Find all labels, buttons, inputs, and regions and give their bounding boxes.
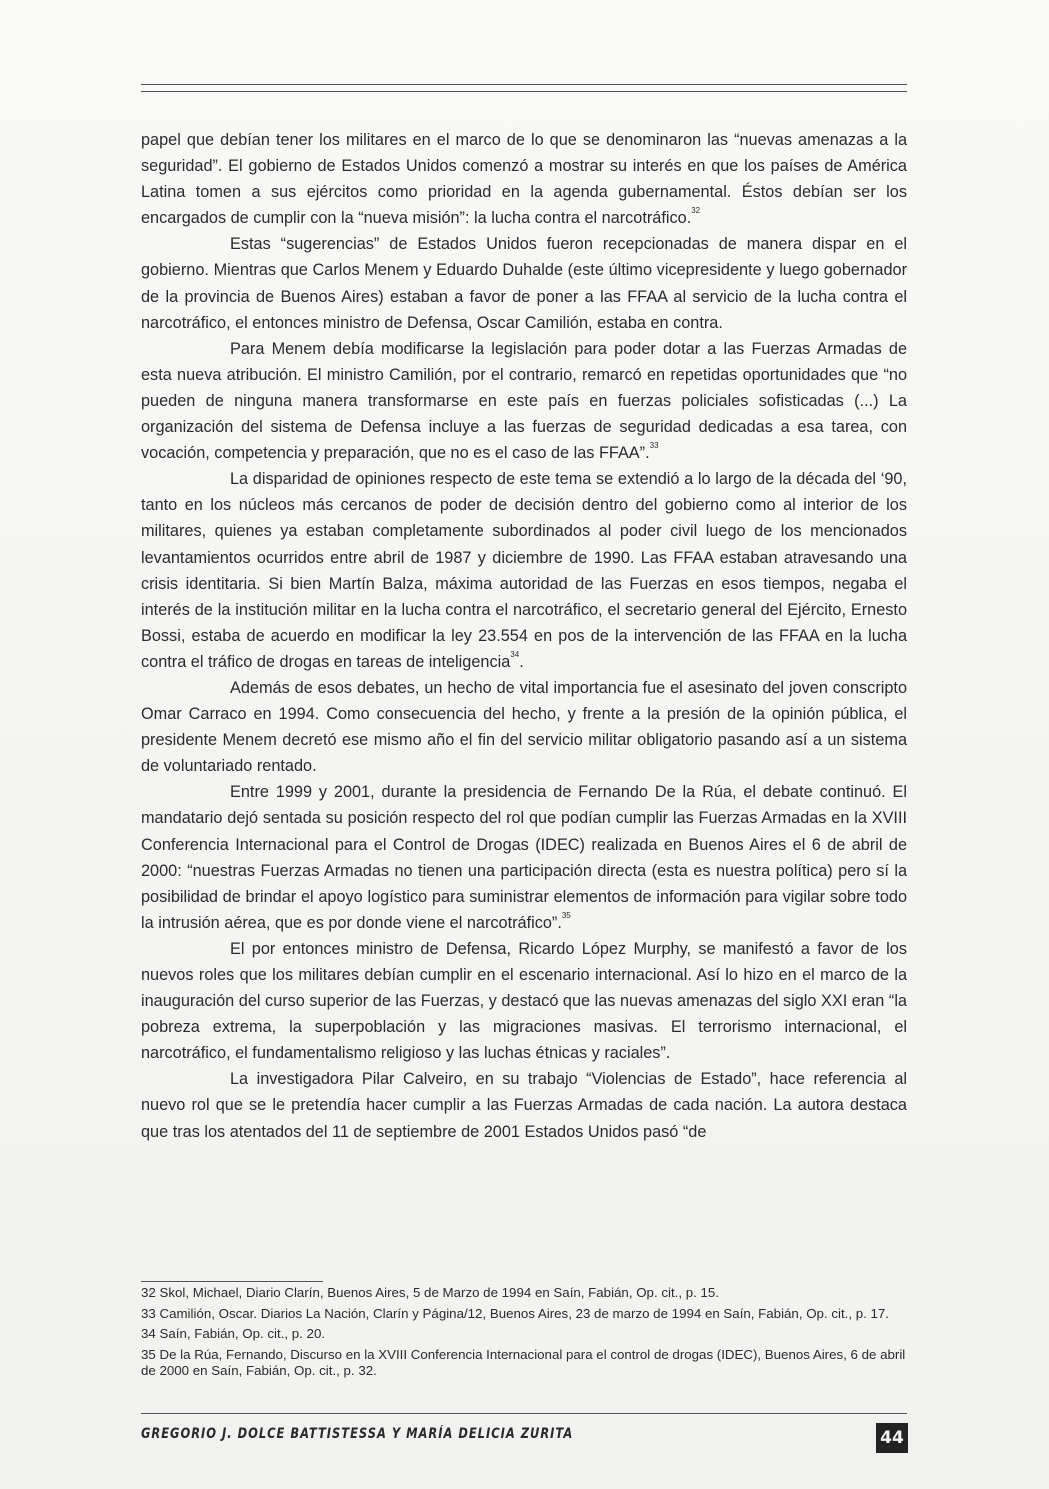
paragraph: La investigadora Pilar Calveiro, en su trabajo “Violencias de Estado”, hace referencia al nuevo rol que se le pretendía hacer cumplir a las Fuerzas Armadas de cada nación. La autora destaca que tras los atentados del 11 de septiembre de 2001 Estados Unidos pasó “de — [141, 1070, 907, 1141]
paragraph: papel que debían tener los militares en el marco de lo que se denominaron las “nuevas amenazas a la seguridad”. El gobierno de Estados Unidos comenzó a mostrar su interés en que los países de América Latina tomen a sus ejércitos como prioridad en la agenda gubernamental. Éstos debían ser los encargados de cumplir con la “nueva misión”: la lucha contra el narcotráfico.$^{32}$ — [141, 131, 907, 228]
paragraph: La disparidad de opiniones respecto de este tema se extendió a lo largo de la década del ‘90, tanto en los núcleos más cercanos de poder de decisión dentro del gobierno como al interior de los militares, quienes ya estaban completamente subordinados al poder civil luego de los mencionados levantamientos ocurridos entre abril de 1987 y diciembre de 1990. Las FFAA estaban atravesando una crisis identitaria. Si bien Martín Balza, máxima autoridad de las Fuerzas en esos tiempos, negaba el interés de la institución militar en la lucha contra el narcotráfico, el secretario general del Ejército, Ernesto Bossi, estaba de acuerdo en modificar la ley 23.554 en pos de la intervención de las FFAA en la lucha contra el tráfico de drogas en tareas de inteligencia$^{34}$. — [141, 470, 907, 671]
footer-authors: GREGORIO J. DOLCE BATTISTESSA Y MARÍA DELICIA ZURITA — [141, 1426, 574, 1442]
page-number: 44 — [876, 1423, 908, 1453]
paragraph: Además de esos debates, un hecho de vital importancia fue el asesinato del joven conscripto Omar Carraco en 1994. Como consecuencia del hecho, y frente a la presión de la opinión pública, el presidente Menem decretó ese mismo año el fin del servicio militar obligatorio pasando así a un sistema de voluntariado rentado. — [141, 678, 907, 776]
footnote: 35 De la Rúa, Fernando, Discurso en la XVIII Conferencia Internacional para el control de drogas (IDEC), Buenos Aires, 6 de abril de 2000 en Saín, Fabián, Op. cit., p. 32. — [141, 1346, 906, 1379]
footnote-separator — [141, 1281, 323, 1282]
paragraph: El por entonces ministro de Defensa, Ricardo López Murphy, se manifestó a favor de los nuevos roles que los militares debían cumplir en el escenario internacional. Así lo hizo en el marco de la inauguración del curso superior de las Fuerzas, y destacó que las nuevas amenazas del siglo XXI eran “la pobreza extrema, la superpoblación y las migraciones masivas. El terrorismo internacional, el narcotráfico, el fundamentalismo religioso y las luchas étnicas y raciales”. — [141, 939, 907, 1063]
footnote-ref[interactable]: 32 — [691, 206, 701, 216]
footnote: 34 Saín, Fabián, Op. cit., p. 20. — [141, 1326, 326, 1342]
footnote-ref[interactable]: 34 — [510, 649, 520, 659]
footnotes — [141, 1285, 907, 1384]
footnote-ref[interactable]: 35 — [561, 910, 571, 920]
footnote: 33 Camilión, Oscar. Diarios La Nación, Clarín y Página/12, Buenos Aires, 23 de marzo de 1994 en Saín, Fabián, Op. cit., p. 17. — [141, 1305, 889, 1321]
header-double-rule — [141, 84, 907, 92]
paragraph: Entre 1999 y 2001, durante la presidencia de Fernando De la Rúa, el debate continuó. El mandatario dejó sentada su posición respecto del rol que podían cumplir las Fuerzas Armadas en la XVIII Conferencia Internacional para el Control de Drogas (IDEC) realizada en Buenos Aires el 6 de abril de 2000: “nuestras Fuerzas Armadas no tienen una participación directa (esta es nuestra política) pero sí la posibilidad de brindar el apoyo logístico para suministrar elementos de información para vigilar sobre todo la intrusión aérea, que es por donde viene el narcotráfico”.$^{35}$ — [141, 783, 907, 932]
body-text — [141, 127, 907, 1145]
footer-rule — [141, 1413, 907, 1414]
paragraph: Estas “sugerencias” de Estados Unidos fueron recepcionadas de manera dispar en el gobierno. Mientras que Carlos Menem y Eduardo Duhalde (este último vicepresidente y luego gobernador de la provincia de Buenos Aires) estaban a favor de poner a las FFAA al servicio de la lucha contra el narcotráfico, el entonces ministro de Defensa, Oscar Camilión, estaba en contra. — [141, 235, 907, 332]
footnote-ref[interactable]: 33 — [649, 441, 659, 451]
footnote: 32 Skol, Michael, Diario Clarín, Buenos Aires, 5 de Marzo de 1994 en Saín, Fabián, Op. cit., p. 15. — [141, 1285, 719, 1300]
paragraph: Para Menem debía modificarse la legislación para poder dotar a las Fuerzas Armadas de esta nueva atribución. El ministro Camilión, por el contrario, remarcó en repetidas oportunidades que “no pueden de ninguna manera transformarse en este país en fuerzas policiales sofisticadas (...) La organización del sistema de Defensa incluye a las fuerzas de seguridad dedicadas a esa tarea, con vocación, competencia y preparación, que no es el caso de las FFAA”.$^{33}$ — [141, 339, 907, 463]
